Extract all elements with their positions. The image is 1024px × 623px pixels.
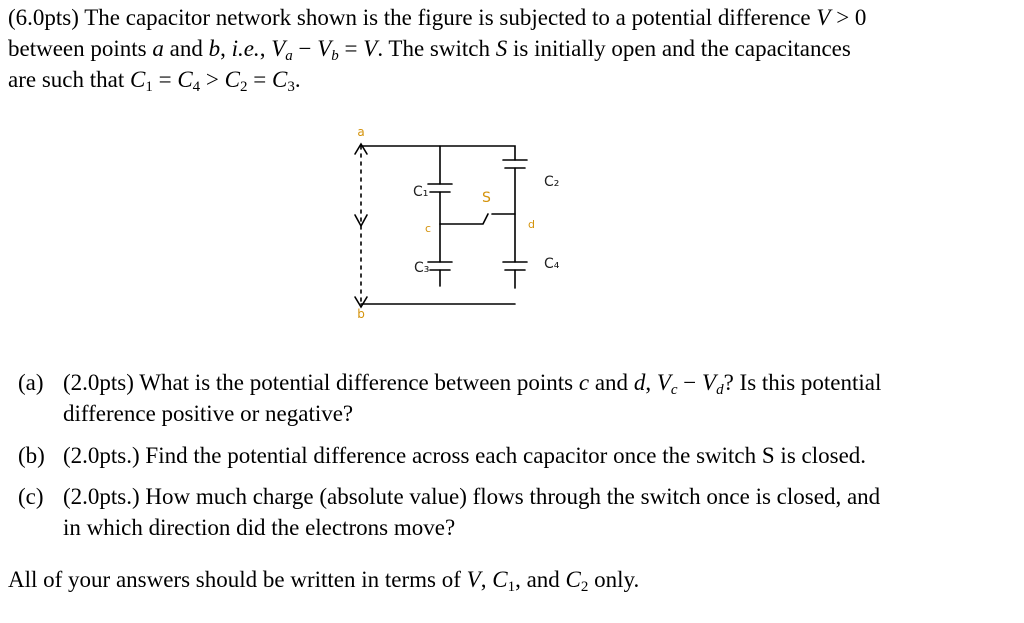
label-d: d [528, 218, 535, 231]
label-a: a [357, 125, 365, 139]
question-b-text: (2.0pts.) Find the potential difference across each capacitor once the switch S is closed. [63, 443, 867, 468]
top-wire [361, 146, 515, 160]
capacitor-c2 [503, 160, 527, 168]
circuit-diagram [330, 122, 590, 318]
capacitor-c1 [428, 184, 452, 192]
question-c-text [63, 481, 998, 543]
capacitor-c3 [428, 262, 452, 270]
question-a-label: (a) [18, 370, 44, 395]
label-c: c [425, 222, 432, 235]
question-b-label: (b) [18, 443, 45, 468]
label-b: b [357, 307, 365, 318]
label-c1: C₁ [413, 184, 429, 200]
capacitor-c4 [503, 262, 527, 270]
intro-line-1: (6.0pts) The capacitor network shown is the figure is subjected to a potential difference V > 0 [8, 5, 867, 30]
label-c3: C₃ [414, 260, 430, 276]
intro-line-3: are such that $C_1 = C_4 > C_2 = C_3$. [8, 67, 301, 95]
question-c-label: (c) [18, 484, 44, 509]
answer-instructions: All of your answers should be written in terms of V, $C_1$, and $C_2$ only. [8, 567, 640, 595]
question-a-text [63, 367, 998, 429]
label-c4: C₄ [544, 256, 560, 272]
question-c-line-2: in which direction did the electrons move? [63, 515, 456, 540]
question-c-line-1: (2.0pts.) How much charge (absolute value) flows through the switch once is closed, and [63, 484, 881, 509]
intro-line-2: between points a and b, i.e., $V_a - V_b = V$. The switch S is initially open and the capacitances [8, 36, 851, 64]
label-s: S [482, 190, 491, 206]
label-c2: C₂ [544, 174, 560, 190]
switch-s [440, 214, 488, 224]
question-a-line-2: difference positive or negative? [63, 401, 354, 426]
problem-statement [8, 2, 1013, 95]
question-a-line-1: (2.0pts) What is the potential difference between points c and d, $V_c - V_d$? Is this potential [63, 370, 882, 398]
circuit-svg [330, 122, 590, 318]
